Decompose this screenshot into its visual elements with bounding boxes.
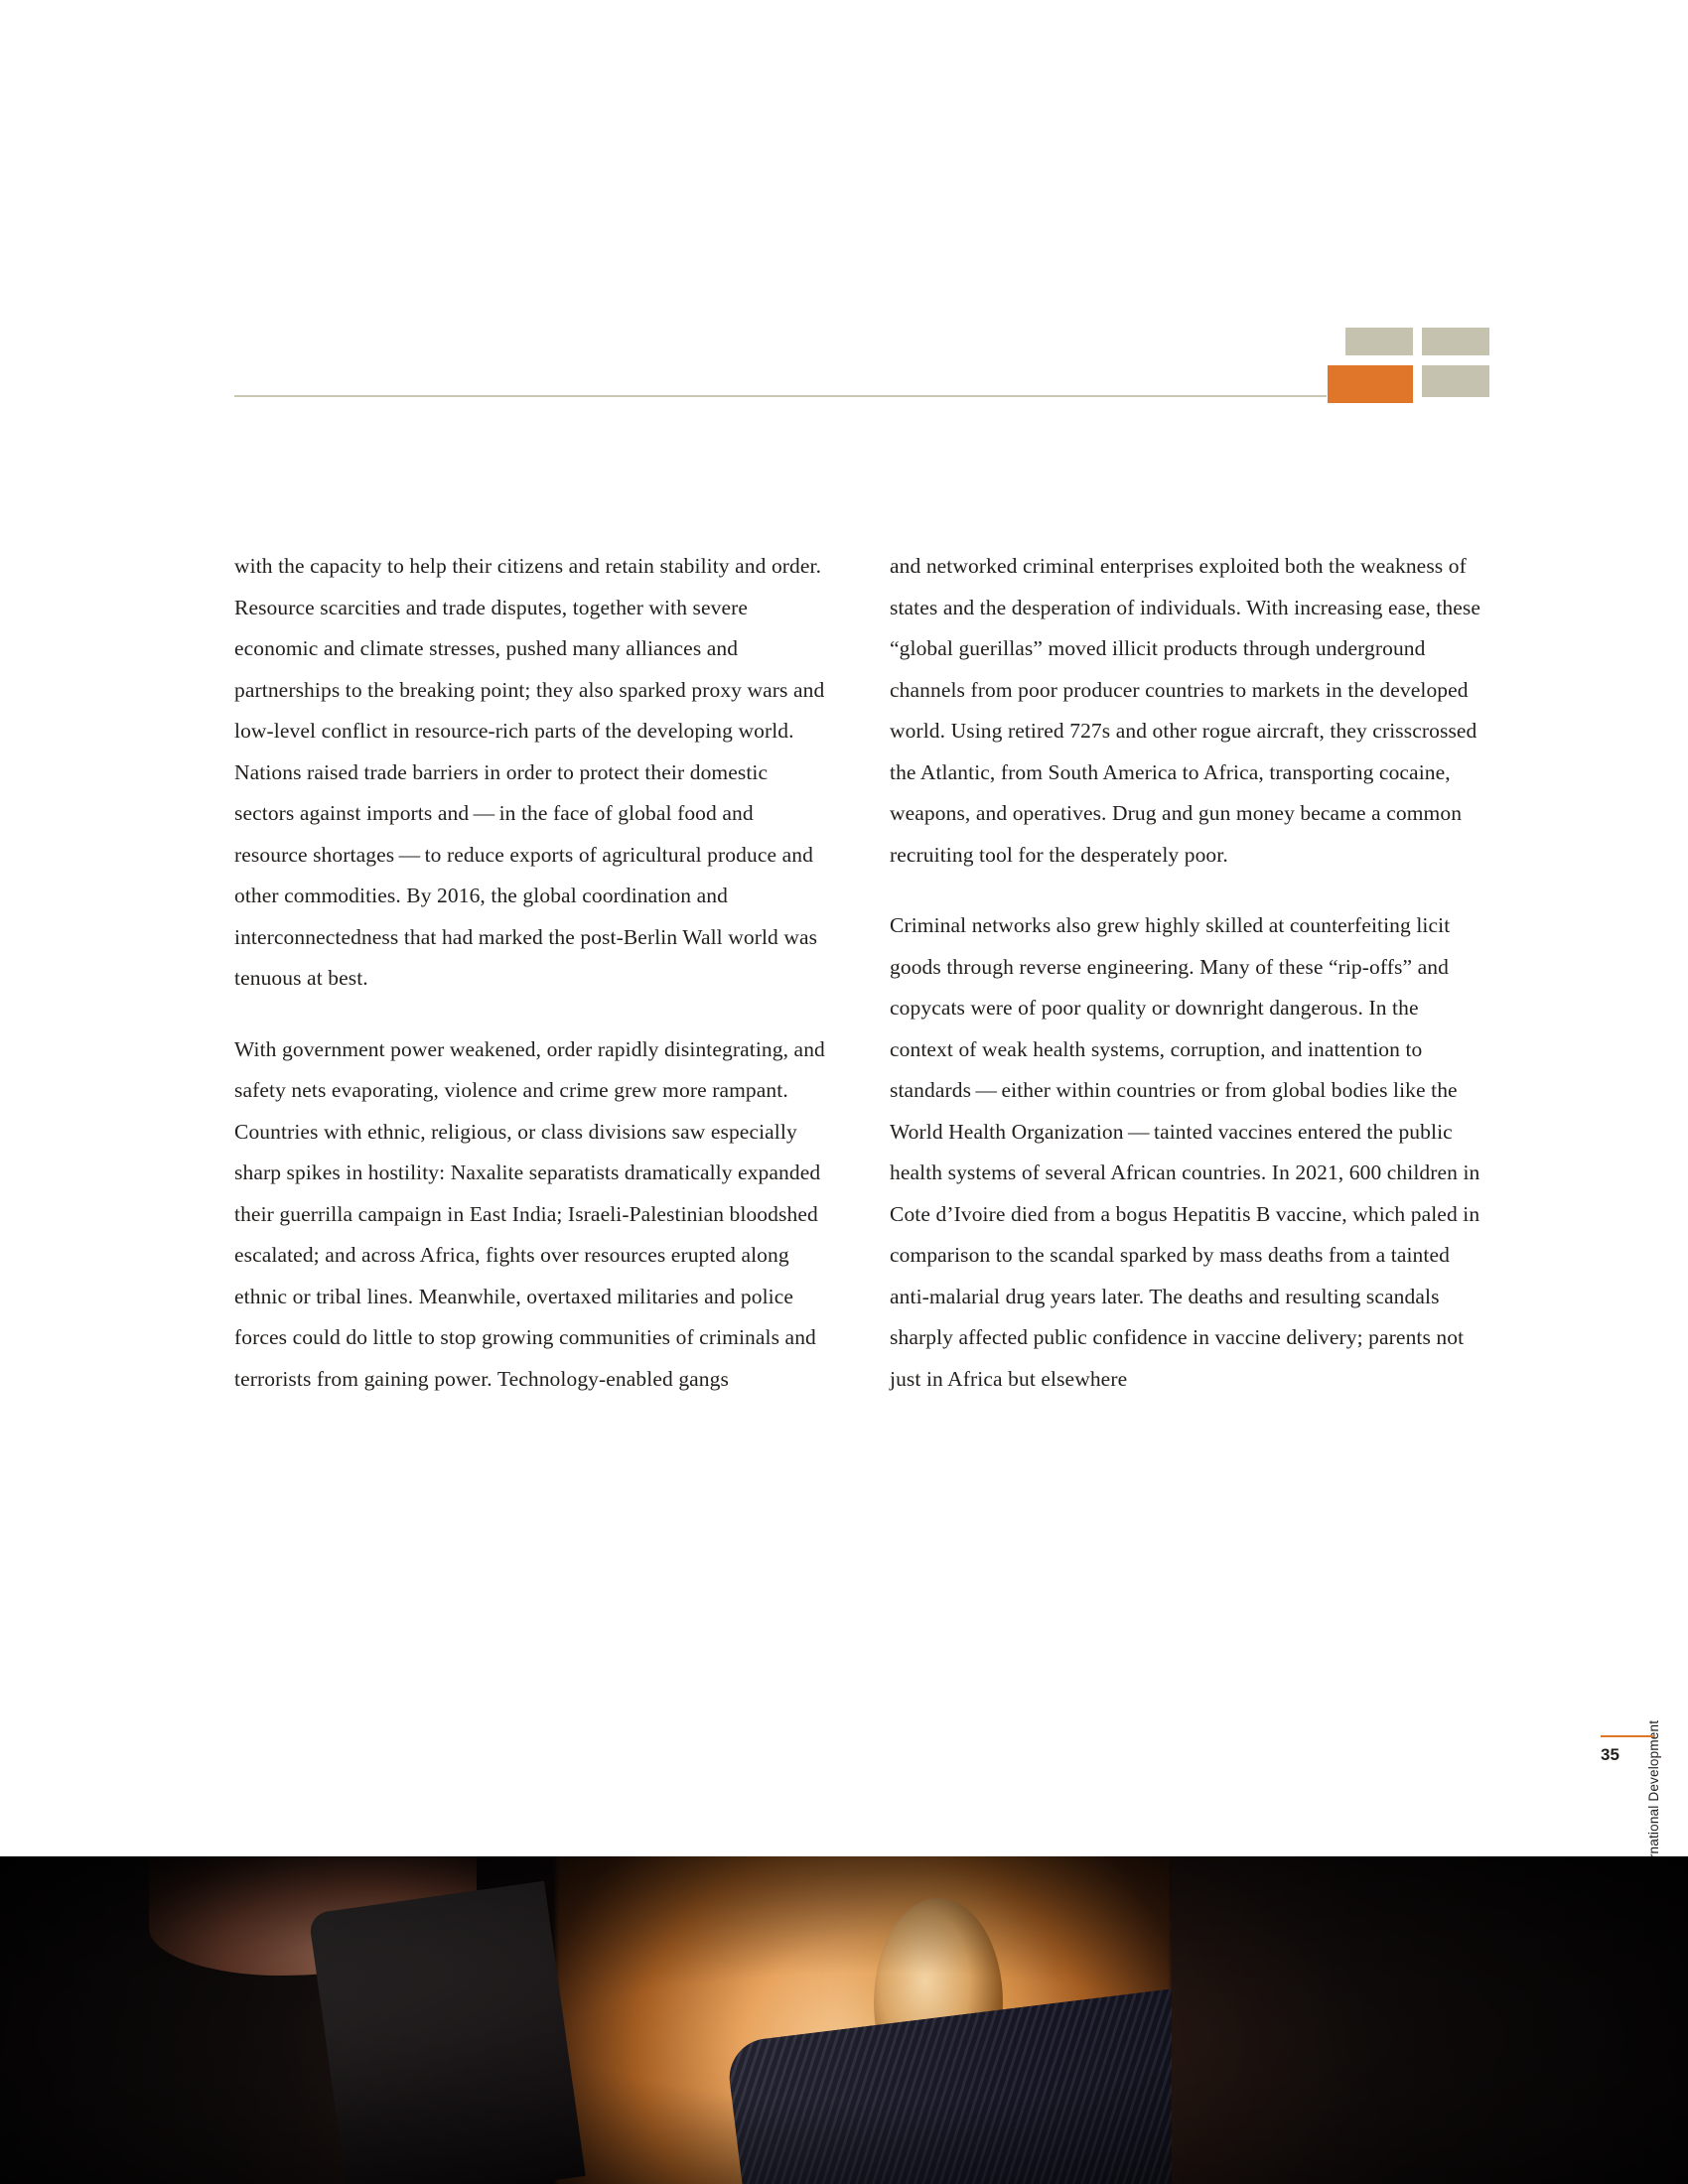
header-block-orange: [1328, 365, 1413, 403]
header-block-tan-lower: [1422, 365, 1489, 397]
page-number-rule: [1601, 1735, 1654, 1737]
paragraph: with the capacity to help their citizens and retain stability and order. Resource scarcities and trade disputes, together with severe economic and climate stresses, pushed many alliances and partnerships to the breaking point; they also sparked proxy wars and low-level conflict in resource-rich parts of the developing world. Nations raised trade barriers in order to protect their domestic sectors against imports and — in the face of global food and resource shortages — to reduce exports of agricultural produce and other commodities. By 2016, the global coordination and interconnectedness that had marked the post-Berlin Wall world was tenuous at best.: [234, 554, 825, 990]
header-block-tan-right: [1422, 328, 1489, 355]
column-left: [234, 546, 830, 1400]
paragraph: With government power weakened, order rapidly disintegrating, and safety nets evaporating, violence and crime grew more rampant. Countries with ethnic, religious, or class divisions saw especially sharp spikes in hostility: Naxalite separatists dramatically expanded their guerrilla campaign in East India; Israeli-Palestinian bloodshed escalated; and across Africa, fights over resources erupted along ethnic or tribal lines. Meanwhile, overtaxed militaries and police forces could do little to stop growing communities of criminals and terrorists from gaining power. Technology-enabled gangs: [234, 1036, 825, 1391]
header-block-tan-left: [1345, 328, 1413, 355]
paragraph: and networked criminal enterprises exploited both the weakness of states and the desperation of individuals. With increasing ease, these “global guerillas” moved illicit products through underground channels from poor producer countries to markets in the developed world. Using retired 727s and other rogue aircraft, they crisscrossed the Atlantic, from South America to Africa, transporting cocaine, weapons, and operatives. Drug and gun money became a common recruiting tool for the desperately poor.: [890, 554, 1481, 867]
paragraph: Criminal networks also grew highly skilled at counterfeiting licit goods through reverse engineering. Many of these “rip-offs” and copycats were of poor quality or downright dangerous. In the context of weak health systems, corruption, and inattention to standards — either within countries or from global bodies like the World Health Organization — tainted vaccines entered the public health systems of several African countries. In 2021, 600 children in Cote d’Ivoire died from a bogus Hepatitis B vaccine, which paled in comparison to the scandal sparked by mass deaths from a tainted anti-malarial drug years later. The deaths and resulting scandals sharply affected public confidence in vaccine delivery; parents not just in Africa but elsewhere: [890, 913, 1480, 1391]
photo-vignette: [0, 1856, 1688, 2184]
header-rule: [234, 395, 1327, 397]
body-columns: [234, 546, 1487, 1400]
column-right: [890, 546, 1485, 1400]
bottom-photograph: [0, 1856, 1688, 2184]
page-number: 35: [1601, 1745, 1619, 1764]
